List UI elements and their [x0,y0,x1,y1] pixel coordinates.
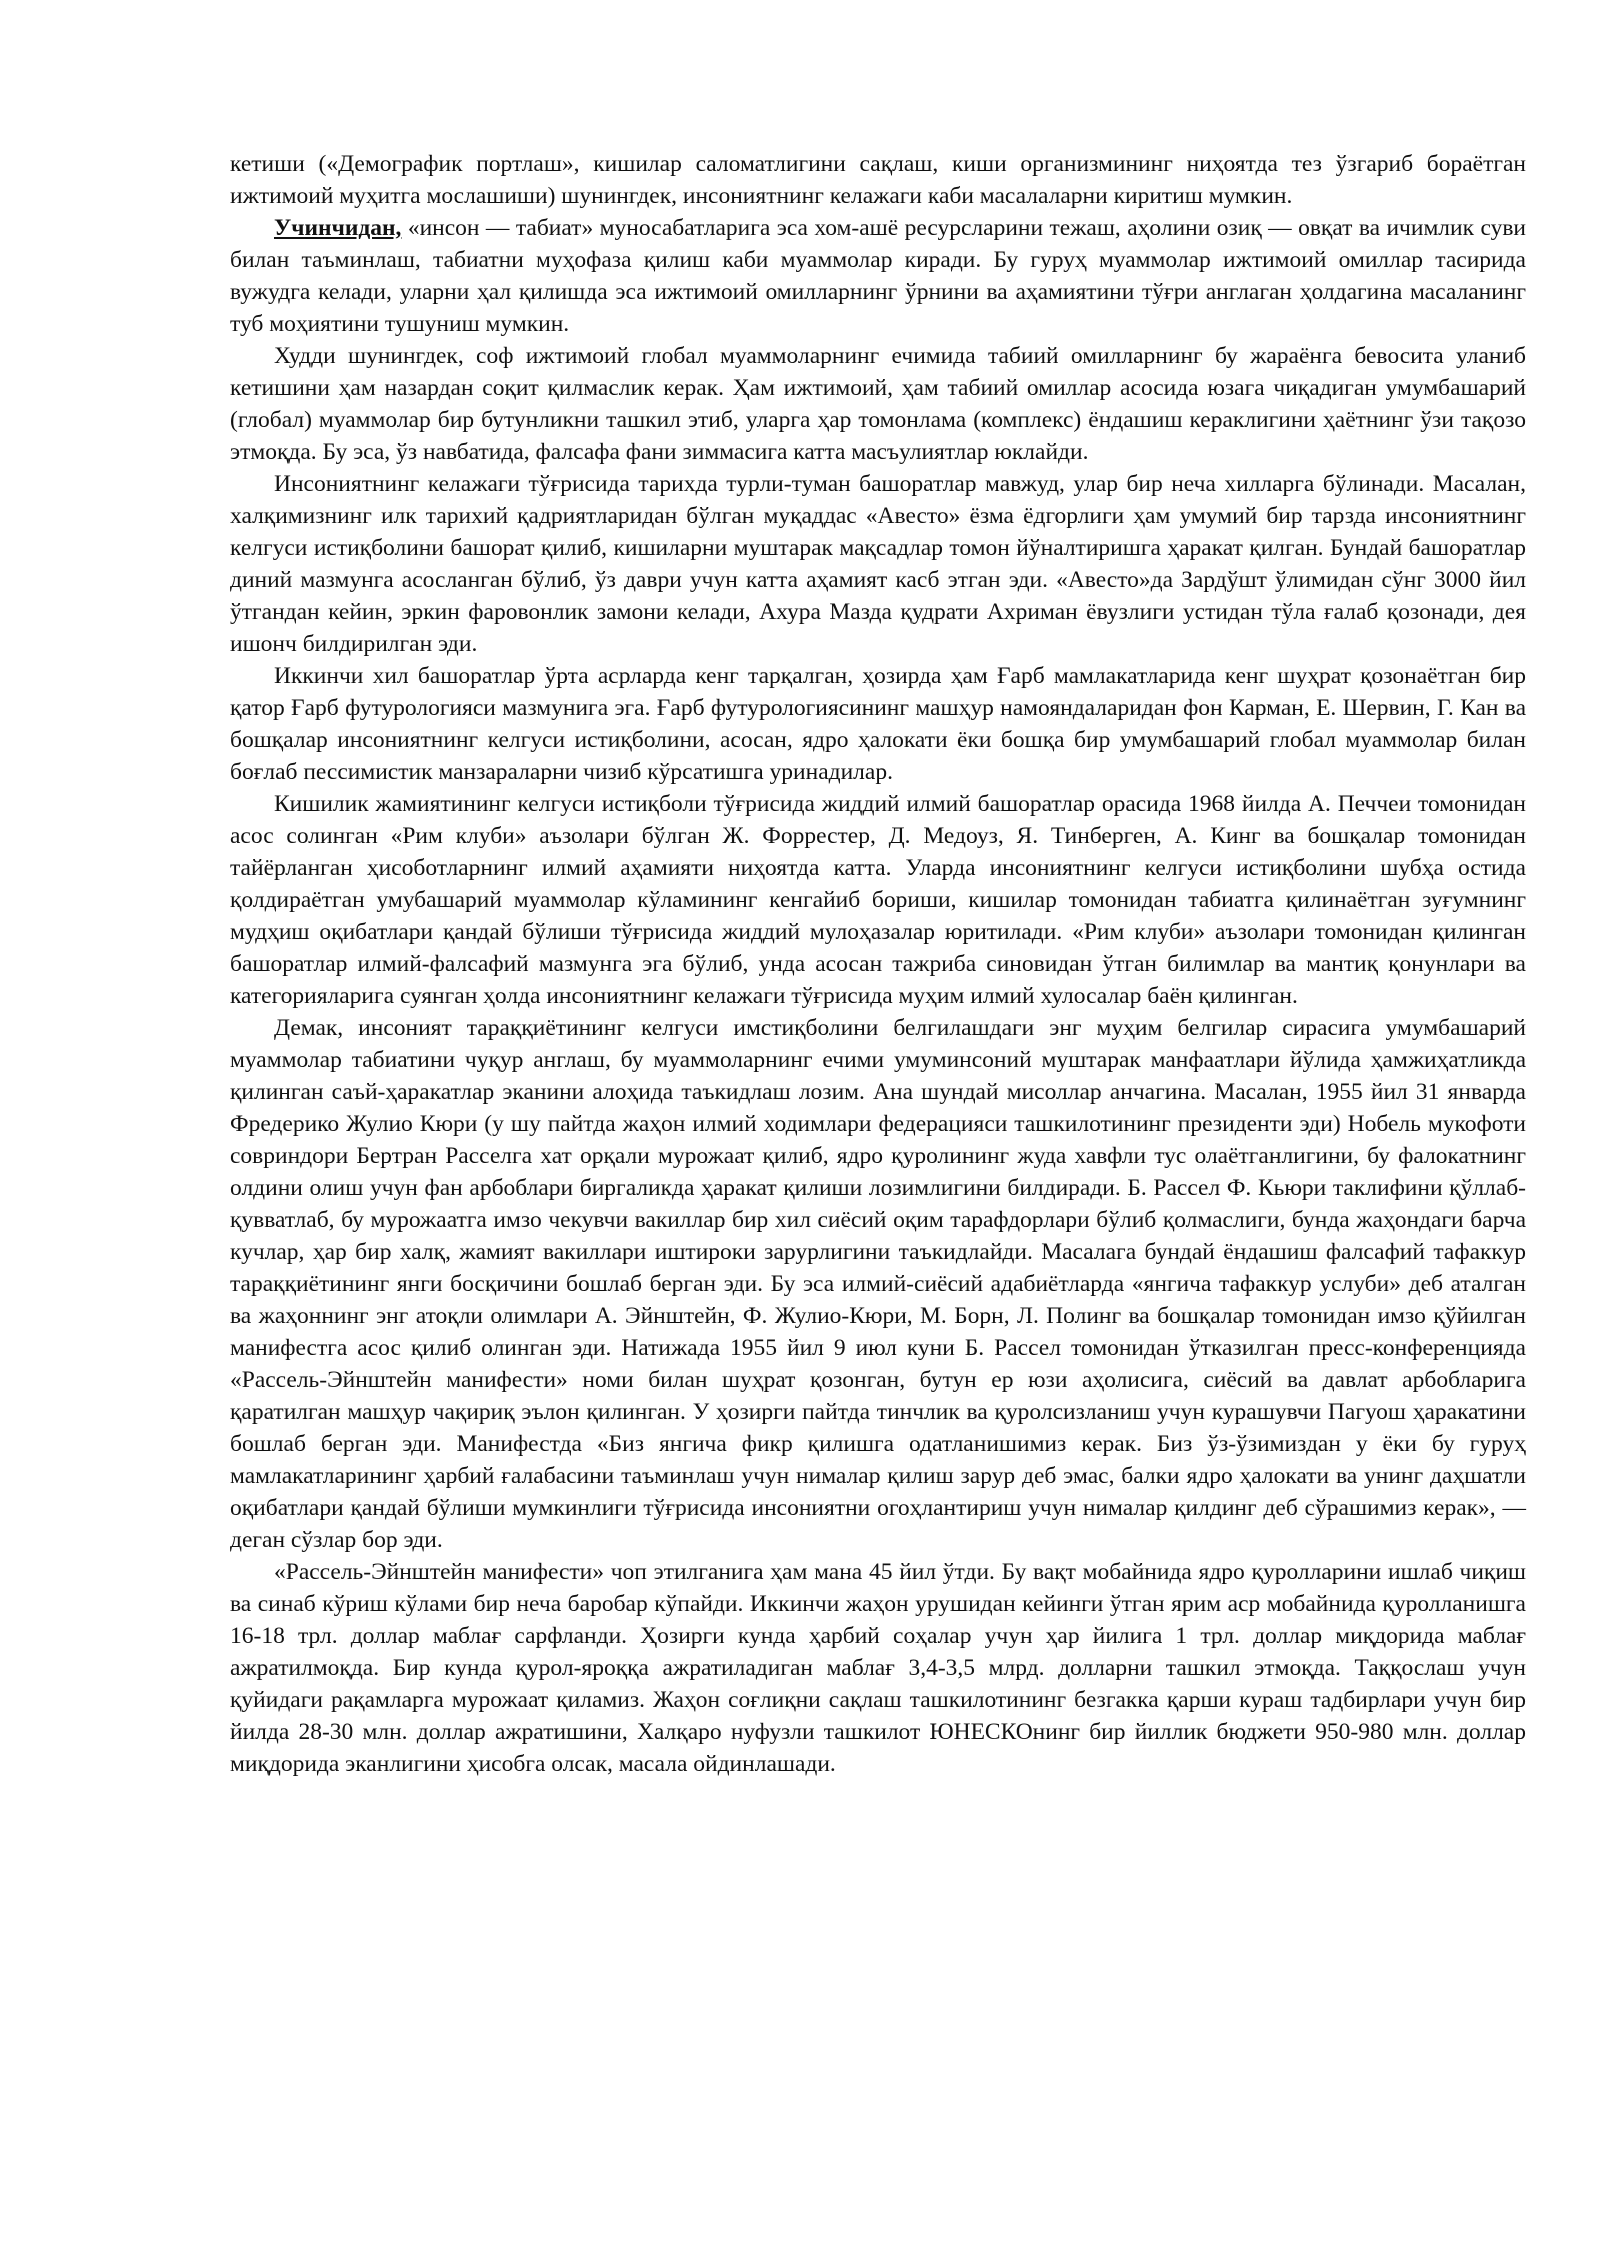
paragraph-8 [230,1556,1526,1780]
paragraph-4-text: Инсониятнинг келажаги тўғрисида тарихда турли-туман башоратлар мавжуд, улар бир неча хилларга бўлинади. Масалан, халқимизнинг илк тарихий қадриятларидан бўлган муқаддас «Авесто» ёзма ёдгорлиги ҳам умумий бир тарзда инсониятнинг келгуси истиқболини башорат қилиб, кишиларни муштарак мақсадлар томон йўналтиришга ҳаракат қилган. Бундай башоратлар диний мазмунга асосланган бўлиб, ўз даври учун катта аҳамият касб этган эди. «Авесто»да Зардўшт ўлимидан сўнг 3000 йил ўтгандан кейин, эркин фаровонлик замони келади, Ахура Мазда қудрати Ахриман ёвузлиги устидан тўла ғалаб қозонади, дея ишонч билдирилган эди. [230,471,1526,657]
paragraph-2-lead: Учинчидан, [274,215,402,241]
paragraph-2 [230,212,1526,340]
paragraph-5-text: Иккинчи хил башоратлар ўрта асрларда кенг тарқалган, ҳозирда ҳам Ғарб мамлакатларида кенг шуҳрат қозонаётган бир қатор Ғарб футурологияси мазмунига эга. Ғарб футурологиясининг машҳур намояндаларидан фон Карман, Е. Шервин, Г. Кан ва бошқалар инсониятнинг келгуси истиқболини, асосан, ядро ҳалокати ёки бошқа бир умумбашарий глобал муаммолар билан боғлаб пессимистик манзараларни чизиб кўрсатишга уринадилар. [230,663,1526,785]
paragraph-5 [230,660,1526,788]
document-page [230,148,1526,1780]
paragraph-6-text: Кишилик жамиятининг келгуси истиқболи тўғрисида жиддий илмий башоратлар орасида 1968 йилда А. Печчеи томонидан асос солинган «Рим клуби» аъзолари бўлган Ж. Форрестер, Д. Медоуз, Я. Тинберген, А. Кинг ва бошқалар томонидан тайёрланган ҳисоботларнинг илмий аҳамияти ниҳоятда катта. Уларда инсониятнинг келгуси истиқболини шубҳа остида қолдираётган умубашарий муаммолар кўламининг кенгайиб бориши, кишилар томонидан табиатга қилинаётган зуғумнинг мудҳиш оқибатлари қандай бўлиши тўғрисида жиддий мулоҳазалар юритилади. «Рим клуби» аъзолари томонидан қилинган башоратлар илмий-фалсафий мазмунга эга бўлиб, унда асосан тажриба синовидан ўтган билимлар ва мантиқ қонунлари ва категорияларига суянган ҳолда инсониятнинг келажаги тўғрисида муҳим илмий хулосалар баён қилинган. [230,791,1526,1009]
paragraph-1 [230,148,1526,212]
paragraph-2-text: «инсон — табиат» муносабатларига эса хом-ашё ресурсларини тежаш, аҳолини озиқ — овқат ва ичимлик суви билан таъминлаш, табиатни муҳофаза қилиш каби муаммолар киради. Бу гуруҳ муаммолар ижтимоий омиллар тасирида вужудга келади, уларни ҳал қилишда эса ижтимоий омилларнинг ўрнини ва аҳамиятини тўғри англаган ҳолдагина масаланинг туб моҳиятини тушуниш мумкин. [230,215,1526,337]
paragraph-7 [230,1012,1526,1556]
paragraph-4 [230,468,1526,660]
paragraph-3-text: Худди шунингдек, соф ижтимоий глобал муаммоларнинг ечимида табиий омилларнинг бу жараёнга бевосита уланиб кетишини ҳам назардан соқит қилмаслик керак. Ҳам ижтимоий, ҳам табиий омиллар асосида юзага чиқадиган умумбашарий (глобал) муаммолар бир бутунликни ташкил этиб, уларга ҳар томонлама (комплекс) ёндашиш кераклигини ҳаётнинг ўзи тақозо этмоқда. Бу эса, ўз навбатида, фалсафа фани зиммасига катта масъулиятлар юклайди. [230,343,1526,465]
paragraph-8-text: «Рассель-Эйнштейн манифести» чоп этилганига ҳам мана 45 йил ўтди. Бу вақт мобайнида ядро қуролларини ишлаб чиқиш ва синаб кўриш кўлами бир неча баробар кўпайди. Иккинчи жаҳон урушидан кейинги ўтган ярим аср мобайнида қуролланишга 16-18 трл. доллар маблағ сарфланди. Ҳозирги кунда ҳарбий соҳалар учун ҳар йилига 1 трл. доллар миқдорида маблағ ажратилмоқда. Бир кунда қурол-яроққа ажратиладиган маблағ 3,4-3,5 млрд. долларни ташкил этмоқда. Таққослаш учун қуйидаги рақамларга мурожаат қиламиз. Жаҳон соғлиқни сақлаш ташкилотининг безгакка қарши кураш тадбирлари учун бир йилда 28-30 млн. доллар ажратишини, Халқаро нуфузли ташкилот ЮНЕСКОнинг бир йиллик бюджети 950-980 млн. доллар миқдорида эканлигини ҳисобга олсак, масала ойдинлашади. [230,1559,1526,1777]
paragraph-7-text: Демак, инсоният тараққиётининг келгуси имстиқболини белгилашдаги энг муҳим белгилар сирасига умумбашарий муаммолар табиатини чуқур англаш, бу муаммоларнинг ечими умуминсоний муштарак манфаатлари йўлида ҳамжиҳатликда қилинган саъй-ҳаракатлар эканини алоҳида таъкидлаш лозим. Ана шундай мисоллар анчагина. Масалан, 1955 йил 31 январда Фредерико Жулио Кюри (у шу пайтда жаҳон илмий ходимлари федерацияси ташкилотининг президенти эди) Нобель мукофоти совриндори Бертран Расселга хат орқали мурожаат қилиб, ядро қуролининг жуда хавфли тус олаётганлигини, бу фалокатнинг олдини олиш учун фан арбоблари биргаликда ҳаракат қилиши лозимлигини билдиради. Б. Рассел Ф. Кьюри таклифини қўллаб-қувватлаб, бу мурожаатга имзо чекувчи вакиллар бир хил сиёсий оқим тарафдорлари бўлиб қолмаслиги, бунда жаҳондаги барча кучлар, ҳар бир халқ, жамият вакиллари иштироки зарурлигини таъкидлайди. Масалага бундай ёндашиш фалсафий тафаккур тараққиётининг янги босқичини бошлаб берган эди. Бу эса илмий-сиёсий адабиётларда «янгича тафаккур услуби» деб аталган ва жаҳоннинг энг атоқли олимлари А. Эйнштейн, Ф. Жулио-Кюри, М. Борн, Л. Полинг ва бошқалар томонидан имзо қўйилган манифестга асос қилиб олинган эди. Натижада 1955 йил 9 июл куни Б. Рассел томонидан ўтказилган пресс-конференцияда «Рассель-Эйнштейн манифести» номи билан шуҳрат қозонган, бутун ер юзи аҳолисига, сиёсий ва давлат арбобларига қаратилган машҳур чақириқ эълон қилинган. У ҳозирги пайтда тинчлик ва қуролсизланиш учун курашувчи Пагуош ҳаракатини бошлаб берган эди. Манифестда «Биз янгича фикр қилишга одатланишимиз керак. Биз ўз-ўзимиздан у ёки бу гуруҳ мамлакатларининг ҳарбий ғалабасини таъминлаш учун нималар қилиш зарур деб эмас, балки ядро ҳалокати ва унинг даҳшатли оқибатлари қандай бўлиши мумкинлиги тўғрисида инсониятни огоҳлантириш учун нималар қилдинг деб сўрашимиз керак», — деган сўзлар бор эди. [230,1015,1526,1553]
paragraph-3 [230,340,1526,468]
paragraph-6 [230,788,1526,1012]
paragraph-1-text: кетиши («Демографик портлаш», кишилар саломатлигини сақлаш, киши организмининг ниҳоятда тез ўзгариб бораётган ижтимоий муҳитга мослашиши) шунингдек, инсониятнинг келажаги каби масалаларни киритиш мумкин. [230,151,1526,209]
